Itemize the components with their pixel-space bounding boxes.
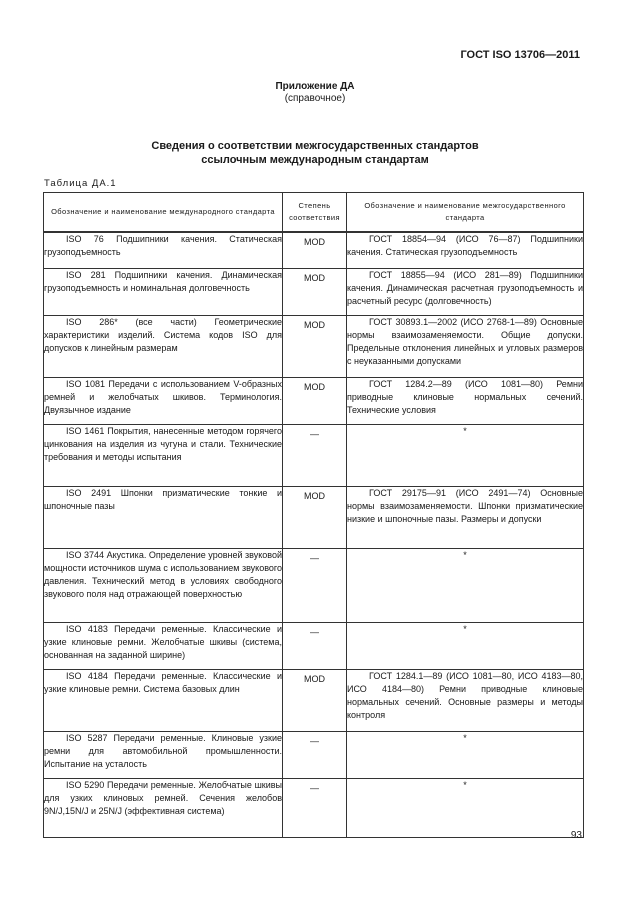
table-header-row bbox=[44, 193, 584, 233]
page-number: 93 bbox=[570, 830, 582, 841]
standards-table bbox=[43, 192, 584, 838]
international-standard-cell: ISO 3744 Акустика. Определение уровней звуковой мощности источников шума с использованием звукового давления. Технический метод в условиях свободного звукового поля над отражающей поверхностью bbox=[44, 548, 283, 622]
international-standard-cell: ISO 4184 Передачи ременные. Классические и узкие клиновые ремни. Система базовых длин bbox=[44, 669, 283, 731]
national-standard-cell: ГОСТ 29175—91 (ИСО 2491—74) Основные нормы взаимозаменяемости. Шпонки призматические низкие и шпоночные пазы. Размеры и допуски bbox=[347, 486, 584, 548]
table-body bbox=[44, 232, 584, 837]
degree-cell: MOD bbox=[283, 232, 347, 268]
international-standard-cell: ISO 1461 Покрытия, нанесенные методом горячего цинкования на изделия из чугуна и стали. Технические требования и методы испытания bbox=[44, 424, 283, 486]
international-standard-cell: ISO 5290 Передачи ременные. Желобчатые шкивы для узких клиновых ремней. Сечения желобов 9N/J,15N/J и 25N/J (эффективная система) bbox=[44, 778, 283, 837]
section-heading-line-2: ссылочным международным стандартам bbox=[201, 154, 429, 166]
table-row bbox=[44, 232, 584, 268]
degree-cell: — bbox=[283, 622, 347, 669]
national-standard-cell: * bbox=[347, 622, 584, 669]
degree-cell: — bbox=[283, 778, 347, 837]
table-row bbox=[44, 315, 584, 377]
national-standard-cell: ГОСТ 18854—94 (ИСО 76—87) Подшипники качения. Статическая грузоподъемность bbox=[347, 232, 584, 268]
appendix-heading bbox=[0, 81, 630, 105]
degree-cell: MOD bbox=[283, 486, 347, 548]
degree-cell: MOD bbox=[283, 377, 347, 424]
national-standard-cell: ГОСТ 1284.2—89 (ИСО 1081—80) Ремни приводные клиновые нормальных сечений. Технические условия bbox=[347, 377, 584, 424]
table-row bbox=[44, 778, 584, 837]
national-standard-cell: * bbox=[347, 731, 584, 778]
appendix-subtitle: (справочное) bbox=[284, 93, 346, 104]
section-heading-line-1: Сведения о соответствии межгосударственных стандартов bbox=[151, 140, 479, 152]
degree-cell: MOD bbox=[283, 268, 347, 315]
table-row bbox=[44, 548, 584, 622]
column-header-national: Обозначение и наименование межгосударственного стандарта bbox=[347, 193, 584, 233]
national-standard-cell: ГОСТ 18855—94 (ИСО 281—89) Подшипники качения. Динамическая расчетная грузоподъемность и расчетный ресурс (долговечность) bbox=[347, 268, 584, 315]
table-row bbox=[44, 731, 584, 778]
international-standard-cell: ISO 4183 Передачи ременные. Классические и узкие клиновые ремни. Желобчатые шкивы (система, основанная на заданной ширине) bbox=[44, 622, 283, 669]
national-standard-cell: * bbox=[347, 424, 584, 486]
international-standard-cell: ISO 1081 Передачи с использованием V-образных ремней и желобчатых шкивов. Терминология. Двуязычное издание bbox=[44, 377, 283, 424]
degree-cell: — bbox=[283, 424, 347, 486]
appendix-title: Приложение ДА bbox=[275, 81, 355, 92]
table-caption: Таблица ДА.1 bbox=[44, 178, 117, 189]
degree-cell: MOD bbox=[283, 669, 347, 731]
column-header-degree: Степень соответствия bbox=[283, 193, 347, 233]
international-standard-cell: ISO 286* (все части) Геометрические характеристики изделий. Система кодов ISO для допусков к линейным размерам bbox=[44, 315, 283, 377]
table-row bbox=[44, 622, 584, 669]
national-standard-cell: * bbox=[347, 778, 584, 837]
degree-cell: MOD bbox=[283, 315, 347, 377]
table-row bbox=[44, 268, 584, 315]
document-code: ГОСТ ISO 13706—2011 bbox=[460, 49, 580, 61]
international-standard-cell: ISO 5287 Передачи ременные. Клиновые узкие ремни для автомобильной промышленности. Испытание на усталость bbox=[44, 731, 283, 778]
section-heading bbox=[0, 139, 630, 167]
international-standard-cell: ISO 281 Подшипники качения. Динамическая грузоподъемность и номинальная долговечность bbox=[44, 268, 283, 315]
table-row bbox=[44, 377, 584, 424]
national-standard-cell: ГОСТ 1284.1—89 (ИСО 1081—80, ИСО 4183—80, ИСО 4184—80) Ремни приводные клиновые нормальных сечений. Основные размеры и методы контроля bbox=[347, 669, 584, 731]
international-standard-cell: ISO 76 Подшипники качения. Статическая грузоподъемность bbox=[44, 232, 283, 268]
international-standard-cell: ISO 2491 Шпонки призматические тонкие и шпоночные пазы bbox=[44, 486, 283, 548]
national-standard-cell: * bbox=[347, 548, 584, 622]
national-standard-cell: ГОСТ 30893.1—2002 (ИСО 2768-1—89) Основные нормы взаимозаменяемости. Общие допуски. Предельные отклонения линейных и угловых размеров с неуказанными допусками bbox=[347, 315, 584, 377]
table-row bbox=[44, 424, 584, 486]
column-header-international: Обозначение и наименование международного стандарта bbox=[44, 193, 283, 233]
degree-cell: — bbox=[283, 731, 347, 778]
table-row bbox=[44, 486, 584, 548]
degree-cell: — bbox=[283, 548, 347, 622]
table-row bbox=[44, 669, 584, 731]
